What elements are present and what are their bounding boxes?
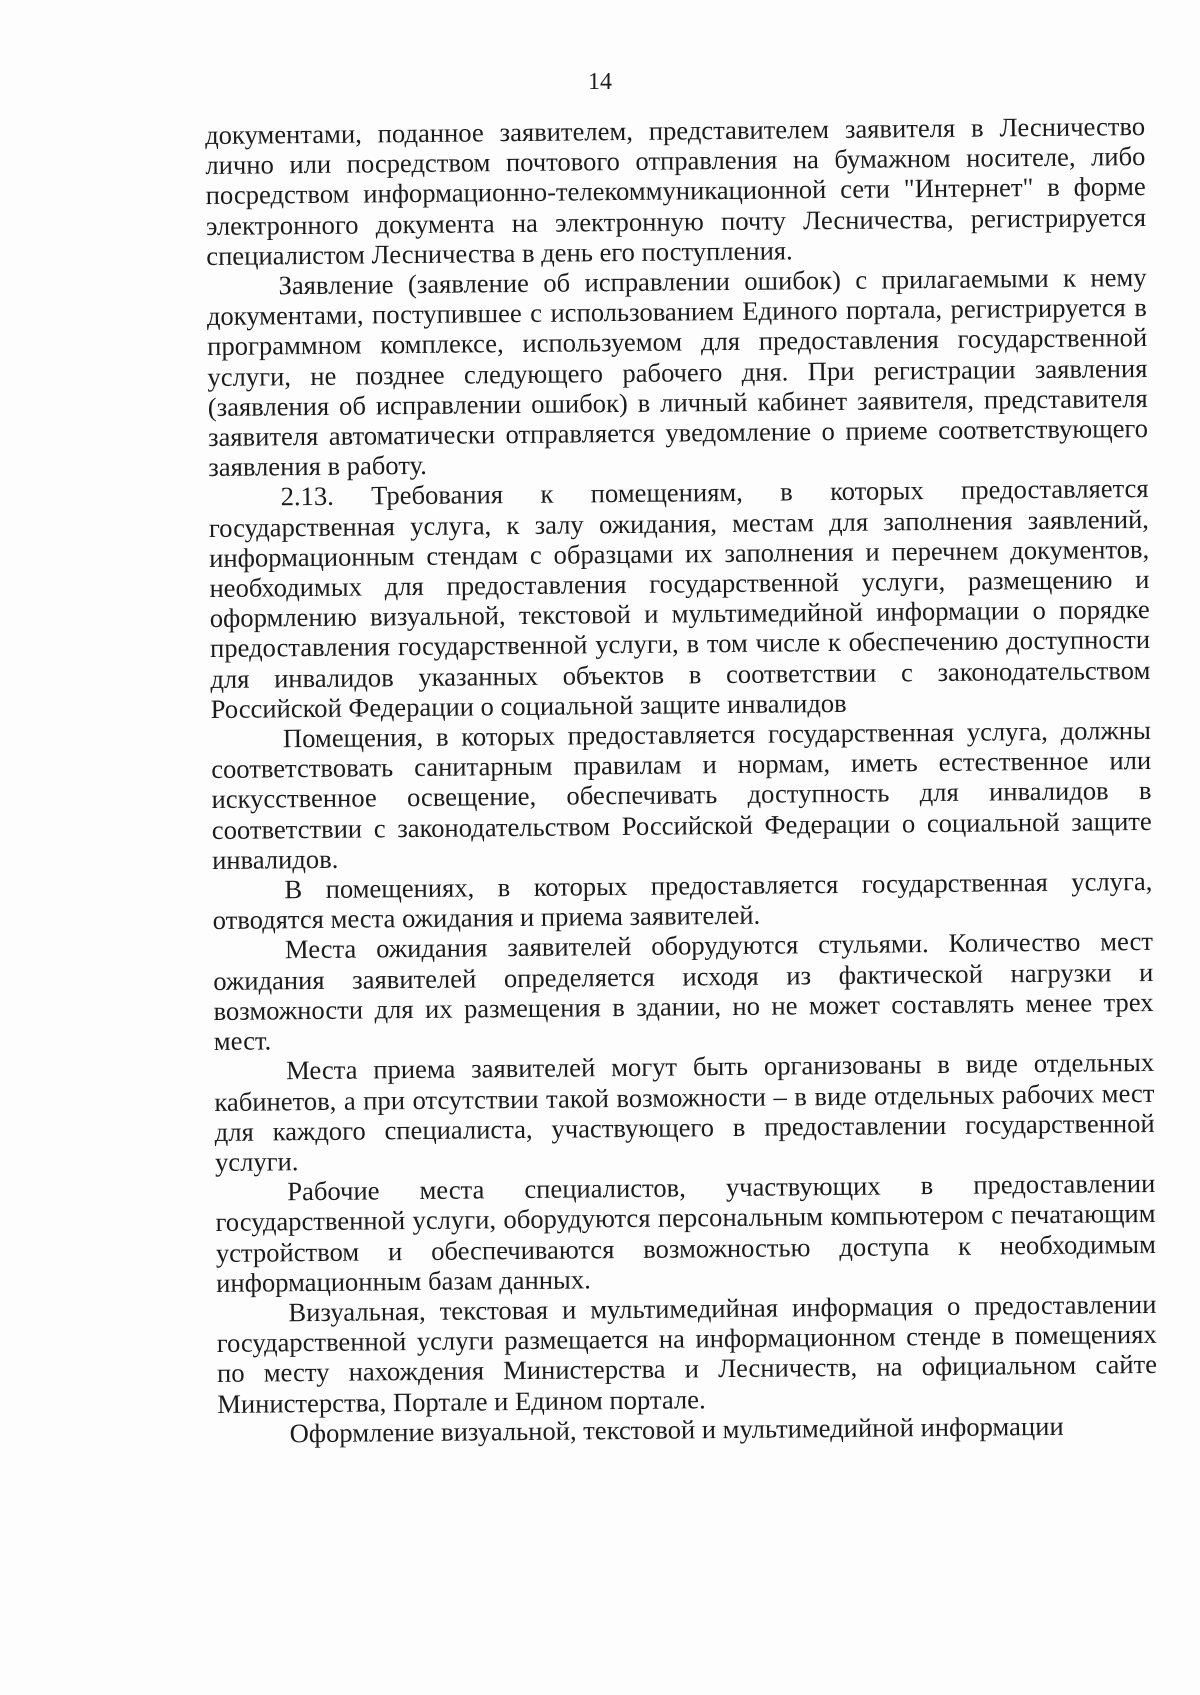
paragraph-waiting-chairs: Места ожидания заявителей оборудуются стульями. Количество мест ожидания заявителей определяется исходя из фактической нагрузки и возможности для их размещения в здании, но не может составлять менее трех мест.: [213, 926, 1154, 1057]
document-body: [205, 111, 1158, 1449]
paragraph-premises-requirements: Помещения, в которых предоставляется государственная услуга, должны соответствовать санитарным правилам и нормам, иметь естественное или искусственное освещение, обеспечивать доступность для инвалидов в соответствии с законодательством Российской Федерации о социальной защите инвалидов.: [211, 715, 1152, 875]
paragraph-information-design: Оформление визуальной, текстовой и мультимедийной информации: [289, 1410, 1064, 1448]
paragraph-workplaces: Рабочие места специалистов, участвующих в предоставлении государственной услуги, оборудуются персональным компьютером с печатающим устройством и обеспечиваются возможностью доступа к необходимым информационным базам данных.: [215, 1168, 1156, 1298]
paragraph-information-placement: Визуальная, текстовая и мультимедийная информация о предоставлении государственной услуги размещается на информационном стенде в помещениях по месту нахождения Министерства и Лесничеств, на официальном сайте Министерства, Портале и Едином портале.: [216, 1288, 1158, 1419]
paragraph-continuation: документами, поданное заявителем, представителем заявителя в Лесничество лично или посредством почтового отправления на бумажном носителе, либо посредством информационно-телекоммуникационной сети "Интернет" в форме электронного документа на электронную почту Лесничества, регистрируется специалистом Лесничества в день его поступления.: [205, 110, 1147, 271]
page-number: 14: [588, 69, 612, 95]
section-heading-2-13: 2.13. Требования к помещениям, в которых предоставляется государственная услуга, к залу ожидания, местам для заполнения заявлений, информационным стендам с образцами их заполнения и перечнем документов, необходимых для предоставления государственной услуги, размещению и оформлению визуальной, текстовой и мультимедийной информации о порядке предоставления государственной услуги, в том числе к обеспечению доступности для инвалидов указанных объектов в соответствии с законодательством Российской Федерации о социальной защите инвалидов: [208, 473, 1151, 724]
paragraph-application-registration: Заявление (заявление об исправлении ошибок) с прилагаемыми к нему документами, поступившее с использованием Единого портала, регистрируется в программном комплексе, используемом для предоставления государственной услуги, не позднее следующего рабочего дня. При регистрации заявления (заявления об исправлении ошибок) в личный кабинет заявителя, представителя заявителя автоматически отправляется уведомление о приеме соответствующего заявления в работу.: [206, 261, 1149, 483]
paragraph-reception-places: Места приема заявителей могут быть организованы в виде отдельных кабинетов, а при отсутствии такой возможности – в виде отдельных рабочих мест для каждого специалиста, участвующего в предоставлении государственной услуги.: [214, 1047, 1155, 1177]
paragraph-waiting-areas: В помещениях, в которых предоставляется государственная услуга, отводятся места ожидания и приема заявителей.: [212, 866, 1153, 936]
